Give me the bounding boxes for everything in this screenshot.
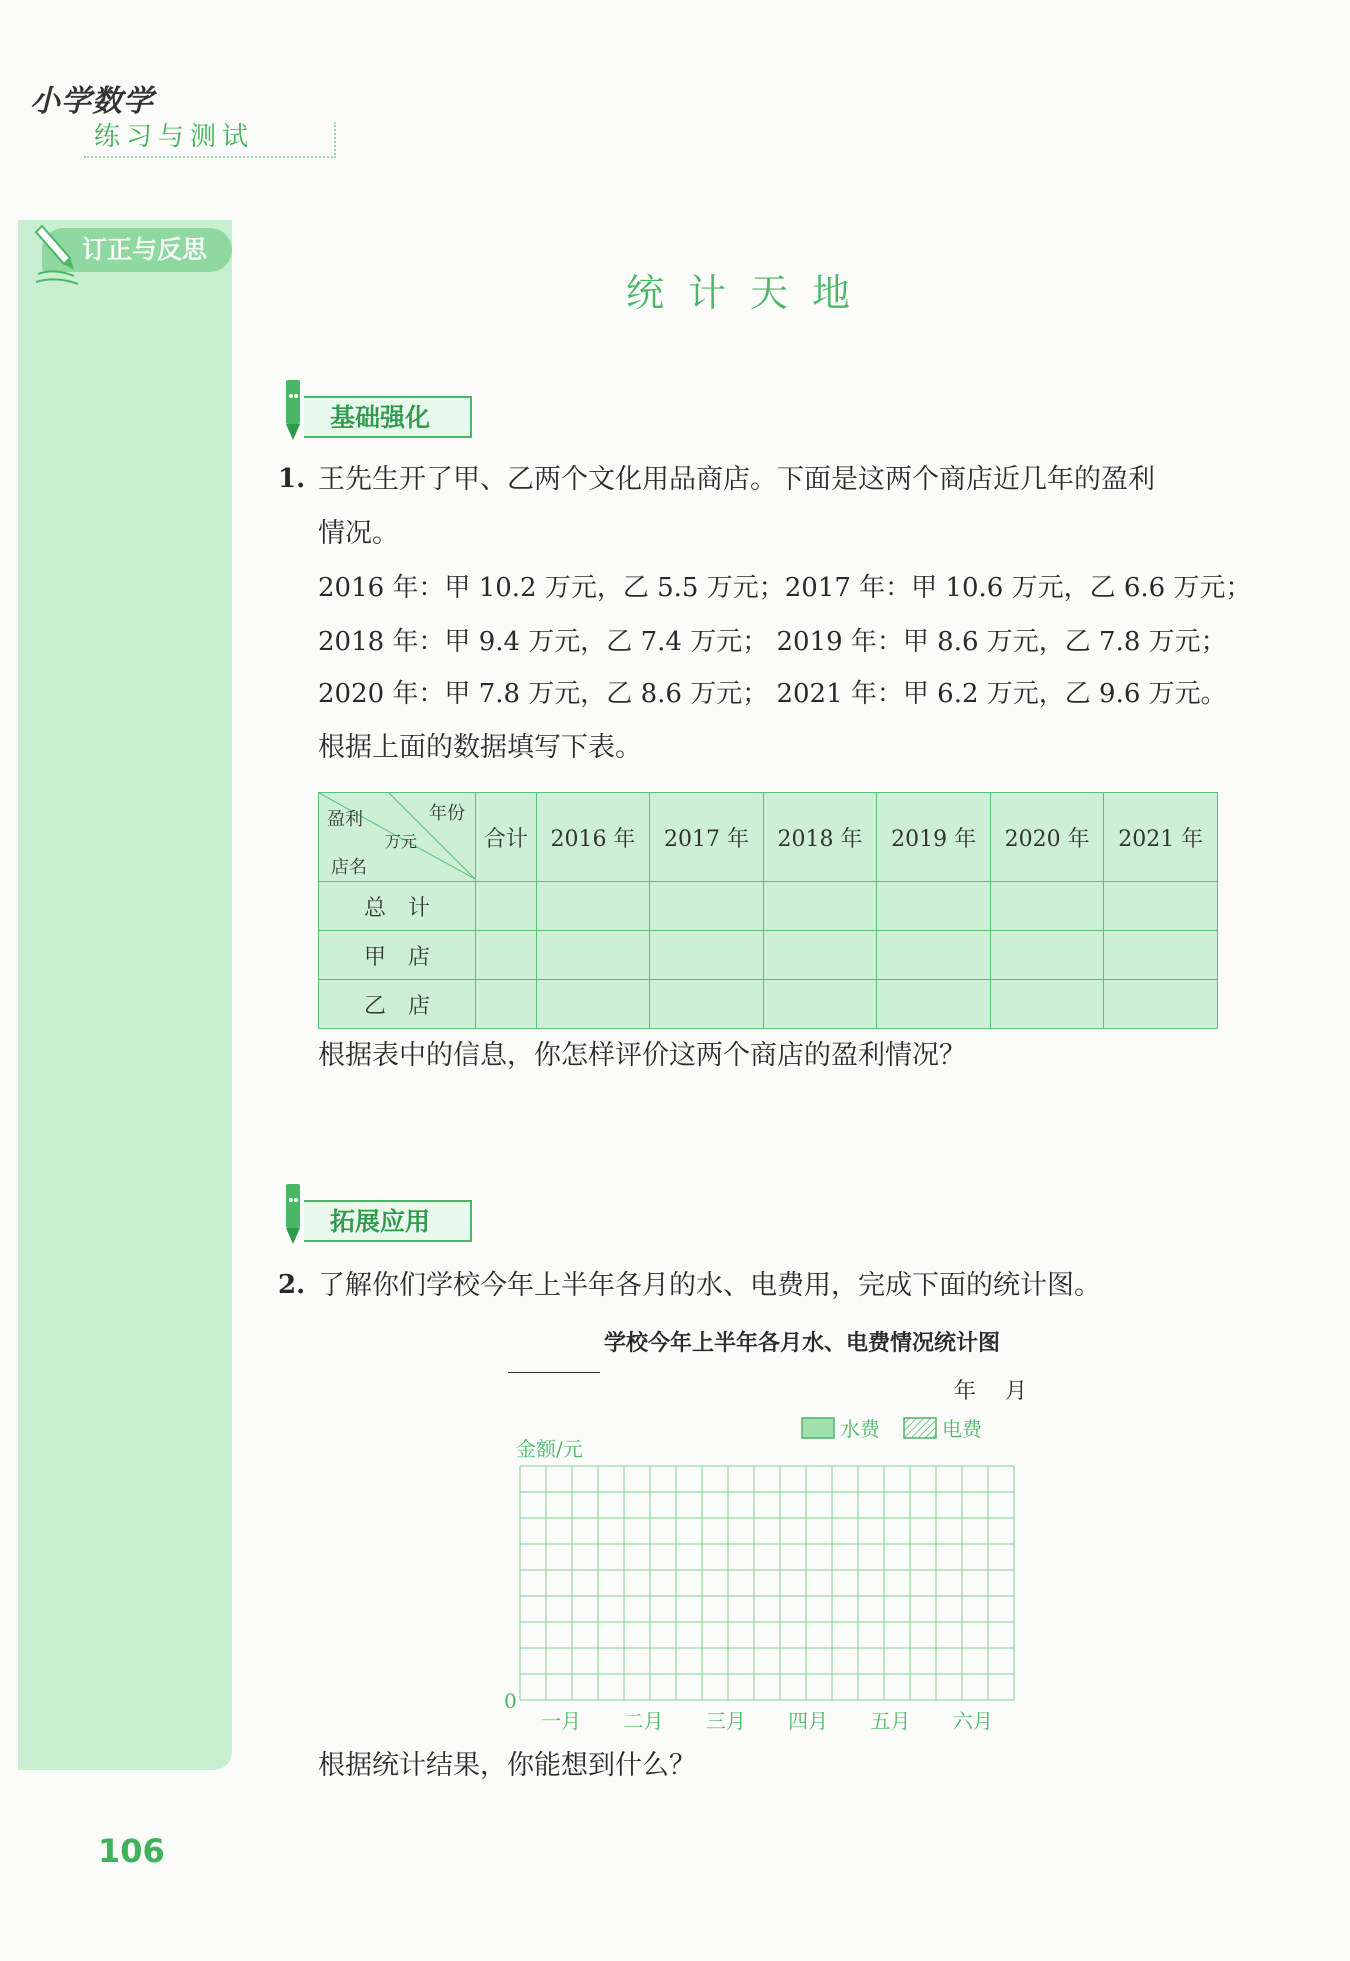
blank-cell[interactable] [990, 882, 1104, 931]
instruction-text: 根据上面的数据填写下表。 [318, 732, 642, 763]
blank-cell[interactable] [536, 882, 650, 931]
question-text: 了解你们学校今年上半年各月的水、电费用，完成下面的统计图。 [318, 1270, 1101, 1301]
page-title: 统计天地 [625, 271, 874, 315]
chart-legend [802, 1417, 983, 1441]
section-tag-label: 基础强化 [330, 403, 431, 432]
date-label: 年 月 [954, 1379, 1027, 1404]
blank-cell[interactable] [650, 931, 764, 980]
question-text: 情况。 [318, 518, 399, 549]
legend-label: 水费 [840, 1417, 880, 1441]
y-axis-label: 金额/元 [516, 1437, 583, 1461]
table-row [319, 931, 1218, 980]
table-header: 2018 年 [763, 793, 877, 882]
blank-cell[interactable] [990, 980, 1104, 1029]
chart-title: 学校今年上半年各月水、电费情况统计图 [604, 1331, 1001, 1356]
blank-cell[interactable] [536, 980, 650, 1029]
data-line: 2018 年：甲 9.4 万元，乙 7.4 万元； 2019 年：甲 8.6 万元，乙 7.8 万元； [318, 627, 1227, 657]
question-text: 王先生开了甲、乙两个文化用品商店。下面是这两个商店近几年的盈利 [318, 464, 1155, 495]
corner-year: 年份 [429, 803, 465, 824]
blank-cell[interactable] [650, 980, 764, 1029]
section-tag-extend [304, 1200, 472, 1242]
data-line: 2020 年：甲 7.8 万元，乙 8.6 万元； 2021 年：甲 6.2 万元，乙 9.6 万元。 [318, 679, 1227, 709]
blank-cell[interactable] [763, 931, 877, 980]
table-header: 2016 年 [536, 793, 650, 882]
x-tick-label: 二月 [623, 1709, 664, 1733]
blank-cell[interactable] [763, 980, 877, 1029]
pencil-icon [280, 376, 306, 442]
brand-title: 小学数学 [30, 84, 154, 119]
chart-grid [520, 1466, 1014, 1700]
legend-label: 电费 [942, 1417, 982, 1441]
question-number: 2. [278, 1270, 306, 1300]
brand-subtitle: 练习与测试 [84, 122, 336, 158]
table-header: 合计 [476, 793, 537, 882]
table-header: 2020 年 [990, 793, 1104, 882]
x-tick-label: 一月 [541, 1709, 582, 1733]
question-text: 根据表中的信息，你怎样评价这两个商店的盈利情况？ [318, 1040, 966, 1071]
corner-profit: 盈利 [327, 809, 363, 830]
x-tick-label: 三月 [705, 1709, 746, 1733]
table-row [319, 882, 1218, 931]
blank-cell[interactable] [877, 980, 991, 1029]
row-label: 甲 店 [319, 931, 476, 980]
profit-table [318, 792, 1218, 1029]
question-number: 1. [278, 464, 306, 494]
pencil-icon [280, 1180, 306, 1246]
blank-cell[interactable] [476, 882, 537, 931]
school-name-blank[interactable] [508, 1348, 600, 1373]
corner-store: 店名 [331, 857, 367, 878]
x-axis-ticks [541, 1709, 993, 1733]
blank-cell[interactable] [650, 882, 764, 931]
blank-cell[interactable] [1104, 980, 1218, 1029]
table-header: 2019 年 [877, 793, 991, 882]
x-tick-label: 四月 [788, 1709, 829, 1733]
row-label: 总 计 [319, 882, 476, 931]
section-tag-label: 拓展应用 [330, 1207, 431, 1236]
blank-cell[interactable] [476, 931, 537, 980]
page-number: 106 [98, 1832, 165, 1870]
blank-cell[interactable] [763, 882, 877, 931]
x-tick-label: 六月 [952, 1709, 993, 1733]
blank-cell[interactable] [1104, 931, 1218, 980]
table-header: 2021 年 [1104, 793, 1218, 882]
table-corner-cell [319, 793, 476, 882]
section-tag-basic [304, 396, 472, 438]
blank-cell[interactable] [1104, 882, 1218, 931]
corner-unit: 万元 [385, 832, 418, 851]
correction-sidebar [18, 220, 232, 1770]
sidebar-tab-label: 订正与反思 [82, 235, 208, 264]
blank-cell[interactable] [476, 980, 537, 1029]
pencil-icon [34, 218, 84, 288]
question-text: 根据统计结果，你能想到什么？ [318, 1750, 696, 1781]
table-header: 2017 年 [650, 793, 764, 882]
legend-swatch-water [802, 1418, 834, 1438]
blank-cell[interactable] [536, 931, 650, 980]
data-line: 2016 年：甲 10.2 万元，乙 5.5 万元；2017 年：甲 10.6 万元，乙 6.6 万元； [318, 573, 1252, 603]
bar-chart[interactable] [500, 1410, 1040, 1740]
row-label: 乙 店 [319, 980, 476, 1029]
origin-label: 0 [504, 1689, 517, 1713]
blank-cell[interactable] [877, 931, 991, 980]
x-tick-label: 五月 [870, 1709, 911, 1733]
blank-cell[interactable] [877, 882, 991, 931]
legend-swatch-electric [904, 1418, 936, 1438]
table-row [319, 980, 1218, 1029]
blank-cell[interactable] [990, 931, 1104, 980]
